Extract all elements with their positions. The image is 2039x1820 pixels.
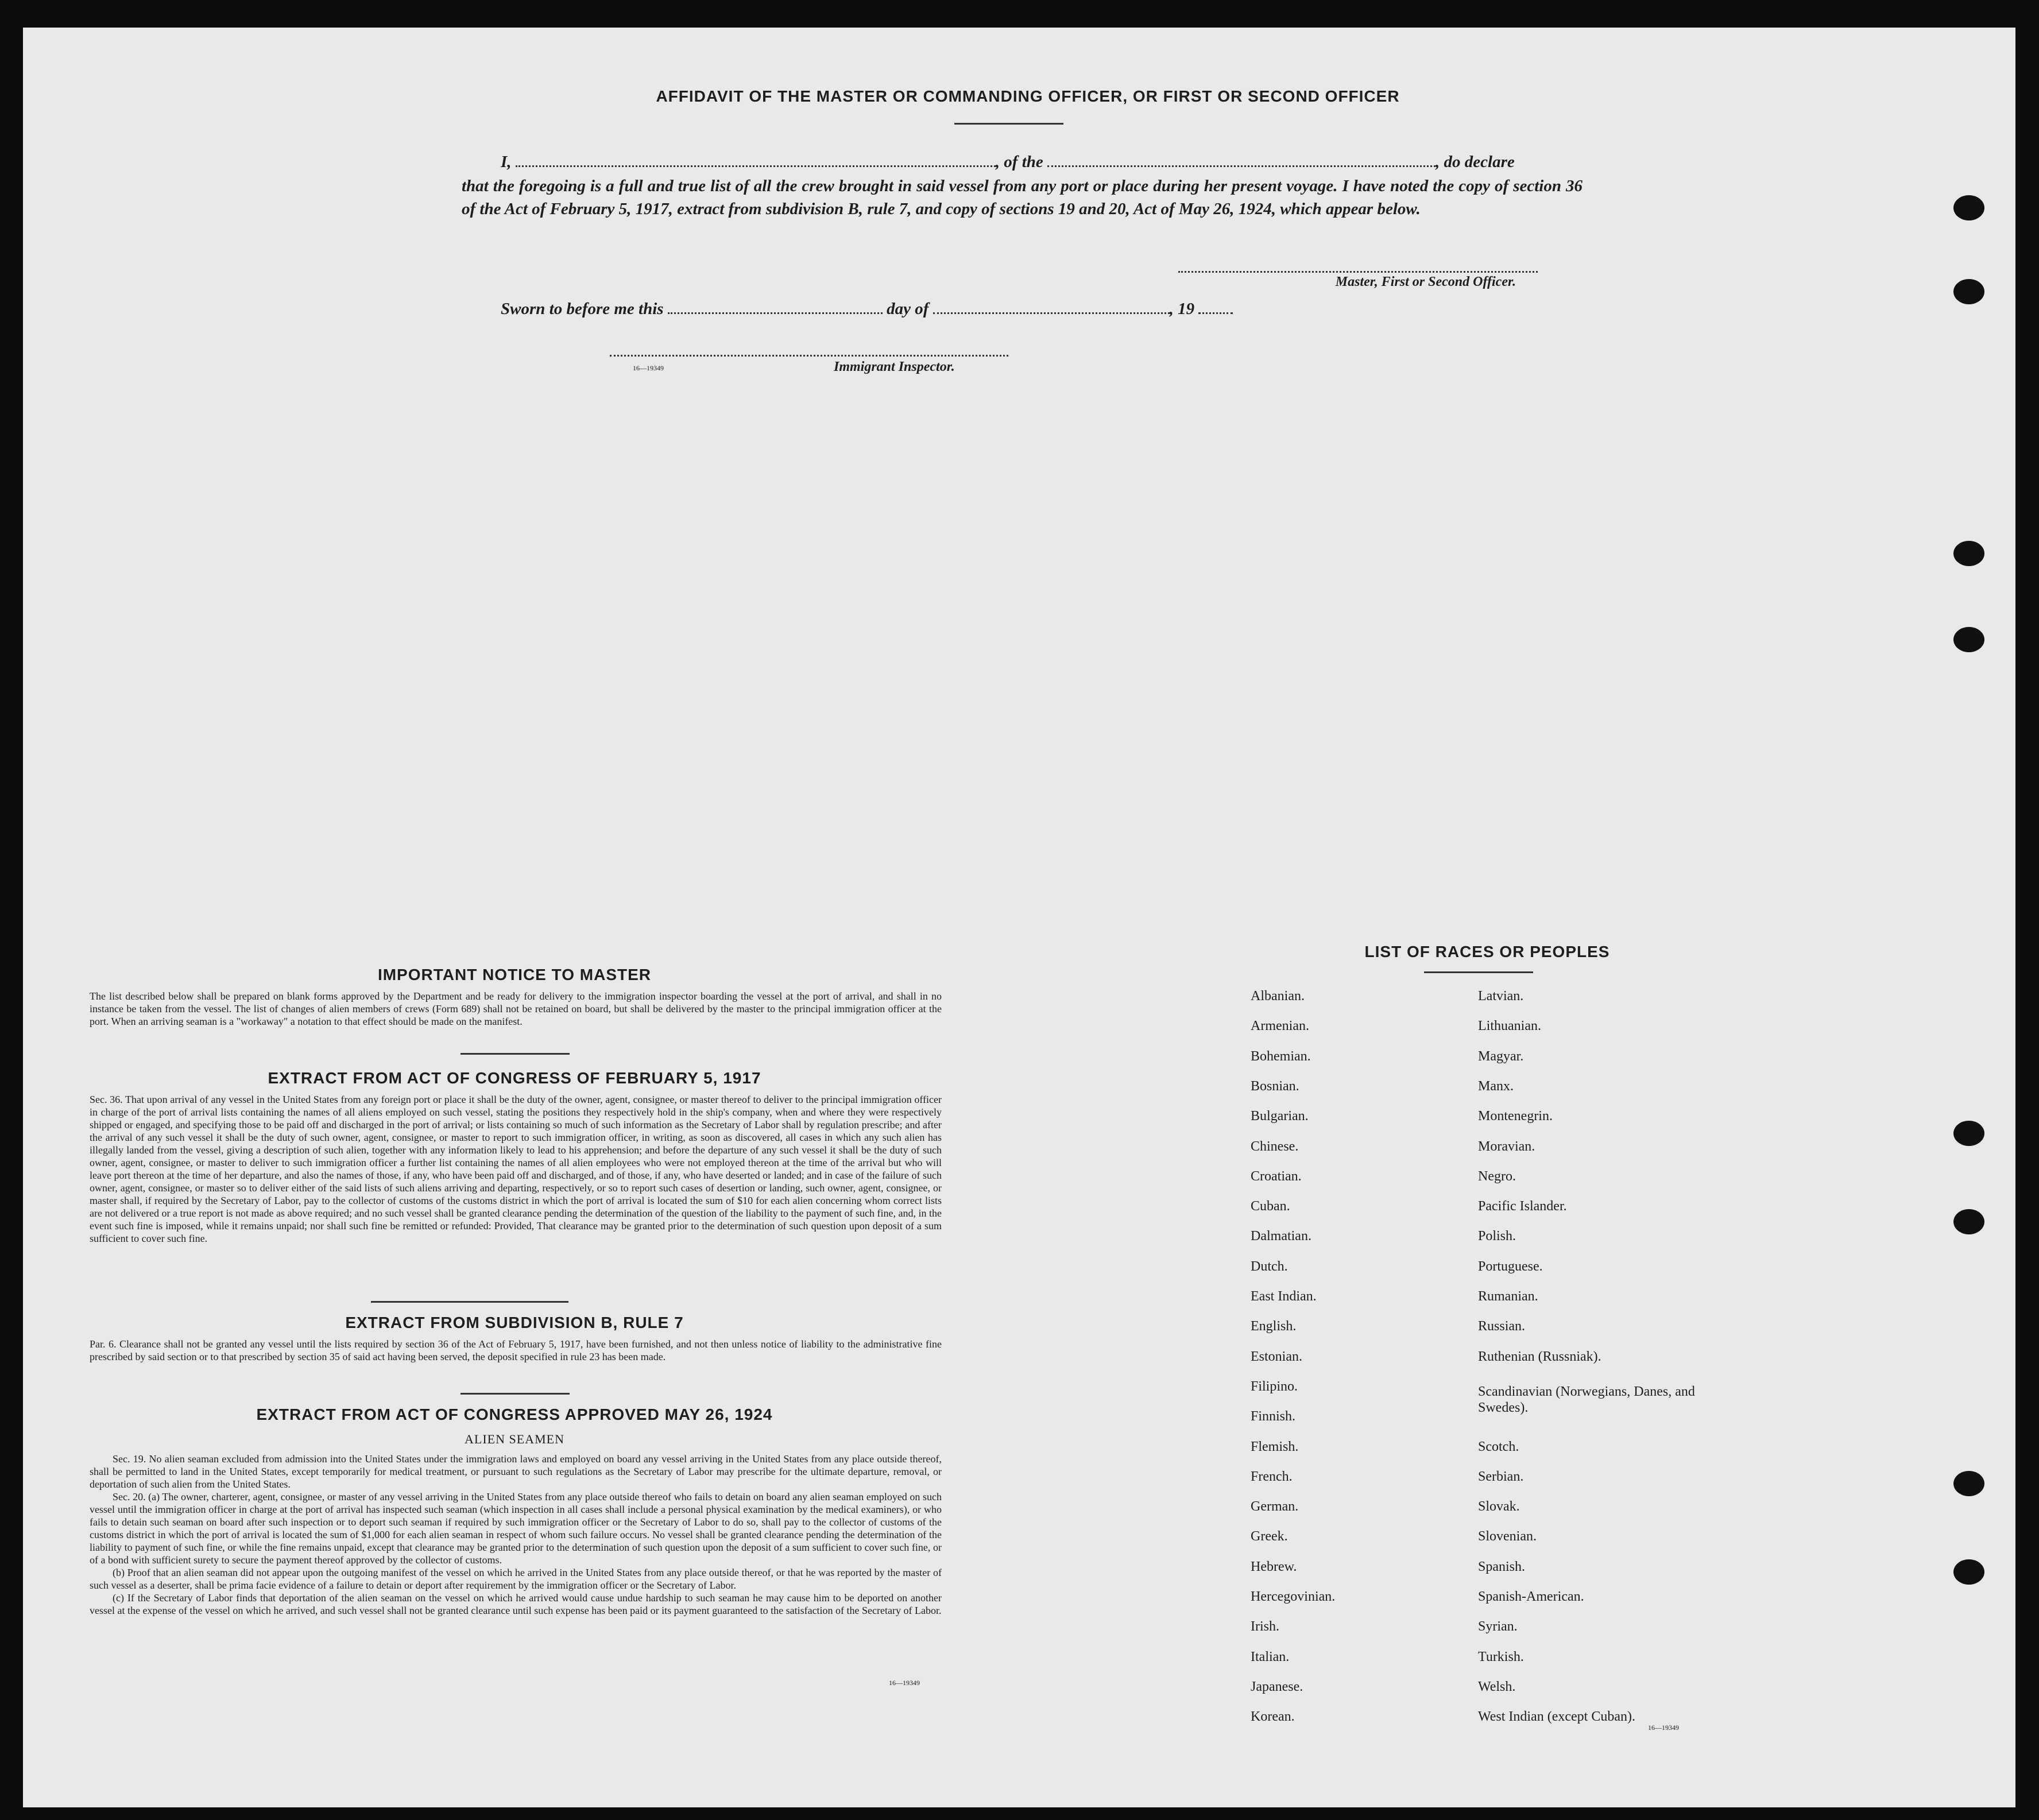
name-field[interactable] [516,165,996,167]
extract-1917-title: EXTRACT FROM ACT OF CONGRESS OF FEBRUARY 5, 1917 [268,1069,761,1087]
section-20a: Sec. 20. (a) The owner, charterer, agent, consignee, or master of any vessel arriving in the United States from any place outside thereof who fails to detain on board any alien seaman employed on such vessel until the immigration officer in charge at the port of arrival has inspected such seaman (which inspection in all cases shall include a personal physical examination by the medical examiners), or who fails to detain such seaman on board after such inspection or to deport such seaman if required by such immigration officer or the Secretary of Labor to do so, shall pay to the collector of customs of the customs district in which the port of arrival is located the sum of $1,000 for each alien seaman in respect of whom such failure occurs. No vessel shall be granted clearance pending the determination of the liability to payment of such fine, or while the fine remains unpaid, except that clearance may be granted prior to the determination of such question upon the deposit of a sum sufficient to cover such fine, or of a bond with sufficient surety to secure the payment thereof approved by the collector of customs. [90,1491,942,1566]
of-the-label: , of the [995,153,1043,171]
vessel-field[interactable] [1047,165,1436,167]
affidavit-title: AFFIDAVIT OF THE MASTER OR COMMANDING OFFICER, OR FIRST OR SECOND OFFICER [656,87,1400,105]
race-item: Montenegrin. [1478,1109,1553,1124]
race-item: Albanian. [1251,989,1305,1004]
race-item: Turkish. [1478,1649,1524,1664]
race-item: Estonian. [1251,1349,1302,1364]
race-item: Filipino. [1251,1379,1298,1394]
punch-hole [1953,627,1984,652]
races-title: LIST OF RACES OR PEOPLES [1364,943,1610,961]
race-item: Negro. [1478,1169,1516,1184]
race-item: Hercegovinian. [1251,1589,1336,1604]
race-item: Bulgarian. [1251,1109,1309,1124]
i-label: I, [501,153,512,171]
race-item: English. [1251,1319,1297,1334]
notice-title: IMPORTANT NOTICE TO MASTER [377,966,652,983]
race-item: East Indian. [1251,1289,1317,1304]
race-item: Spanish-American. [1478,1589,1584,1604]
race-item: Dalmatian. [1251,1229,1311,1244]
day-of-label: day of [887,300,929,318]
race-item: Korean. [1251,1709,1295,1724]
race-item: Armenian. [1251,1019,1309,1033]
race-item: Lithuanian. [1478,1019,1541,1033]
form-number: 16—19349 [633,364,664,372]
day-field[interactable] [668,312,883,314]
extract-1924-text [90,1453,942,1617]
race-item: Portuguese. [1478,1259,1543,1274]
race-item: Moravian. [1478,1139,1535,1154]
race-item: Croatian. [1251,1169,1302,1184]
race-item: Rumanian. [1478,1289,1538,1304]
race-item: Japanese. [1251,1679,1303,1694]
inspector-label: Immigrant Inspector. [834,359,955,374]
race-item: Flemish. [1251,1439,1299,1454]
document-sheet [23,28,2015,1807]
extract-1917-text: Sec. 36. That upon arrival of any vessel in the United States from any foreign port or place it shall be the duty of the owner, agent, consignee, or master thereof to deliver to the principal immigration officer in charge of the port of arrival lists containing the names of all aliens employed on such vessel, stating the positions they respectively hold in the ship's company, when and where they were respectively shipped or engaged, and specifying those to be paid off and discharged in the port of arrival; or lists containing so much of such information as the Secretary of Labor shall by regulation prescribe; and after the arrival of any such vessel it shall be the duty of such owner, agent, consignee, or master to report to such immigration officer, in writing, as soon as discovered, all cases in which any such alien has illegally landed from the vessel, giving a description of such alien, together with any information likely to lead to his apprehension; and before the departure of any such vessel it shall be the duty of such owner, agent, consignee, or master to deliver to such immigration officer a further list containing the names of all alien employees who were not employed thereon at the time of the arrival but who will leave port thereon at the time of her departure, and also the names of those, if any, who have been paid off and discharged, and of those, if any, who have deserted or landed; and in case of the failure of such owner, agent, consignee, or master so to deliver either of the said lists of such aliens arriving and departing, respectively, or so to report such cases of desertion or landing, such owner, agent, consignee, or master shall, if required by the Secretary of Labor, pay to the collector of customs of the customs district in which the port of arrival is located the sum of $10 for each alien concerning whom correct lists are not delivered or a true report is not made as above required; and no such vessel shall be granted clearance pending the determination of the question of the liability to the payment of such fine, and, in the event such fine is imposed, while it remains unpaid; nor shall such fine be remitted or refunded: Provided, That clearance may be granted prior to the determination of such question upon deposit of a sum sufficient to cover such fine. [90,1094,942,1244]
race-item: Slovak. [1478,1499,1520,1514]
punch-hole [1953,279,1984,304]
race-item: Manx. [1478,1079,1514,1094]
race-item: French. [1251,1469,1293,1484]
race-item: Syrian. [1478,1619,1518,1634]
race-item: West Indian (except Cuban). [1478,1709,1635,1724]
month-field[interactable] [933,312,1170,314]
form-number: 16—19349 [1648,1724,1679,1732]
race-item: German. [1251,1499,1299,1514]
race-item: Bosnian. [1251,1079,1299,1094]
race-item: Scandinavian (Norwegians, Danes, and Swedes). [1478,1384,1695,1415]
race-item: Bohemian. [1251,1049,1311,1064]
race-item: Welsh. [1478,1679,1516,1694]
extract-rule7-title: EXTRACT FROM SUBDIVISION B, RULE 7 [345,1314,684,1331]
signature-label: Master, First or Second Officer. [1335,274,1516,289]
race-item: Irish. [1251,1619,1279,1634]
section-20c: (c) If the Secretary of Labor finds that deportation of the alien seaman on the vessel on which he arrived would cause undue hardship to such seaman he may cause him to be deported on another vessel at the expense of the vessel on which he arrived, and such vessel shall not be granted clearance until such expense has been paid or its payment guaranteed to the satisfaction of the Secretary of Labor. [90,1592,942,1616]
race-item: Polish. [1478,1229,1516,1244]
section-20b: (b) Proof that an alien seaman did not appear upon the outgoing manifest of the vessel on which he arrived in the United States from any place outside thereof, or that he was reported by the master of such vessel as a deserter, shall be prima facie evidence of a failure to detain or deport after requirement by the immigration officer or the Secretary of Labor. [90,1567,942,1591]
race-item: Magyar. [1478,1049,1524,1064]
section-19: Sec. 19. No alien seaman excluded from admission into the United States under the immigration laws and employed on board any vessel arriving in the United States from any place outside thereof, shall be permitted to land in the United States, except temporarily for medical treatment, or pursuant to such regulations as the Secretary of Labor may prescribe for the ultimate departure, removal, or deportation of such alien from the United States. [90,1453,942,1490]
race-item: Slovenian. [1478,1529,1537,1544]
notice-text: The list described below shall be prepared on blank forms approved by the Department and be ready for delivery to the immigration inspector boarding the vessel at the port of arrival, and shall in no instance be taken from the vessel. The list of changes of alien members of crews (Form 689) shall not be retained on board, but shall be delivered by the master to the principal immigration officer at the port. When an arriving seaman is a "workaway" a notation to that effect should be made on the manifest. [90,990,942,1027]
affidavit-body: that the foregoing is a full and true list of all the crew brought in said vessel from any port or place during her present voyage. I have noted the copy of section 36 of the Act of February 5, 1917, extract from subdivision B, rule 7, and copy of sections 19 and 20, Act of May 26, 1924, which appear below. [462,177,1583,218]
punch-hole [1953,195,1984,220]
race-item: Pacific Islander. [1478,1199,1567,1214]
race-item: Ruthenian (Russniak). [1478,1349,1601,1364]
race-item: Finnish. [1251,1409,1296,1424]
divider [371,1301,568,1303]
sworn-line [501,300,1233,319]
form-number: 16—19349 [889,1679,920,1687]
extract-1924-subtitle: ALIEN SEAMEN [465,1432,564,1446]
do-declare-label: , do declare [1436,153,1515,171]
punch-hole [1953,541,1984,566]
race-item: Spanish. [1478,1559,1526,1574]
race-item: Serbian. [1478,1469,1524,1484]
inspector-signature-line[interactable] [610,355,1008,357]
sworn-label: Sworn to before me this [501,300,664,318]
race-item: Latvian. [1478,989,1524,1004]
divider [461,1053,570,1055]
race-item: Dutch. [1251,1259,1288,1274]
affidavit-first-line [501,153,1583,172]
extract-rule7-text: Par. 6. Clearance shall not be granted any vessel until the lists required by section 36 of the Act of February 5, 1917, have been furnished, and not then unless notice of liability to the administrative fine prescribed by said section or to that prescribed by section 35 of said act having been served, the deposit specified in rule 23 has been made. [90,1338,942,1362]
punch-hole [1953,1471,1984,1496]
race-item: Italian. [1251,1649,1290,1664]
extract-1924-title: EXTRACT FROM ACT OF CONGRESS APPROVED MAY 26, 1924 [256,1405,773,1423]
signature-line[interactable] [1178,271,1538,273]
divider [1424,971,1533,973]
race-item: Cuban. [1251,1199,1290,1214]
punch-hole [1953,1559,1984,1585]
race-item: Scotch. [1478,1439,1519,1454]
race-item: Hebrew. [1251,1559,1297,1574]
divider [954,123,1063,125]
race-item: Greek. [1251,1529,1288,1544]
year-field[interactable] [1198,312,1233,314]
race-item: Chinese. [1251,1139,1299,1154]
year-label: , 19 [1169,300,1195,318]
punch-hole [1953,1121,1984,1146]
race-item: Russian. [1478,1319,1526,1334]
divider [461,1393,570,1395]
punch-hole [1953,1209,1984,1234]
